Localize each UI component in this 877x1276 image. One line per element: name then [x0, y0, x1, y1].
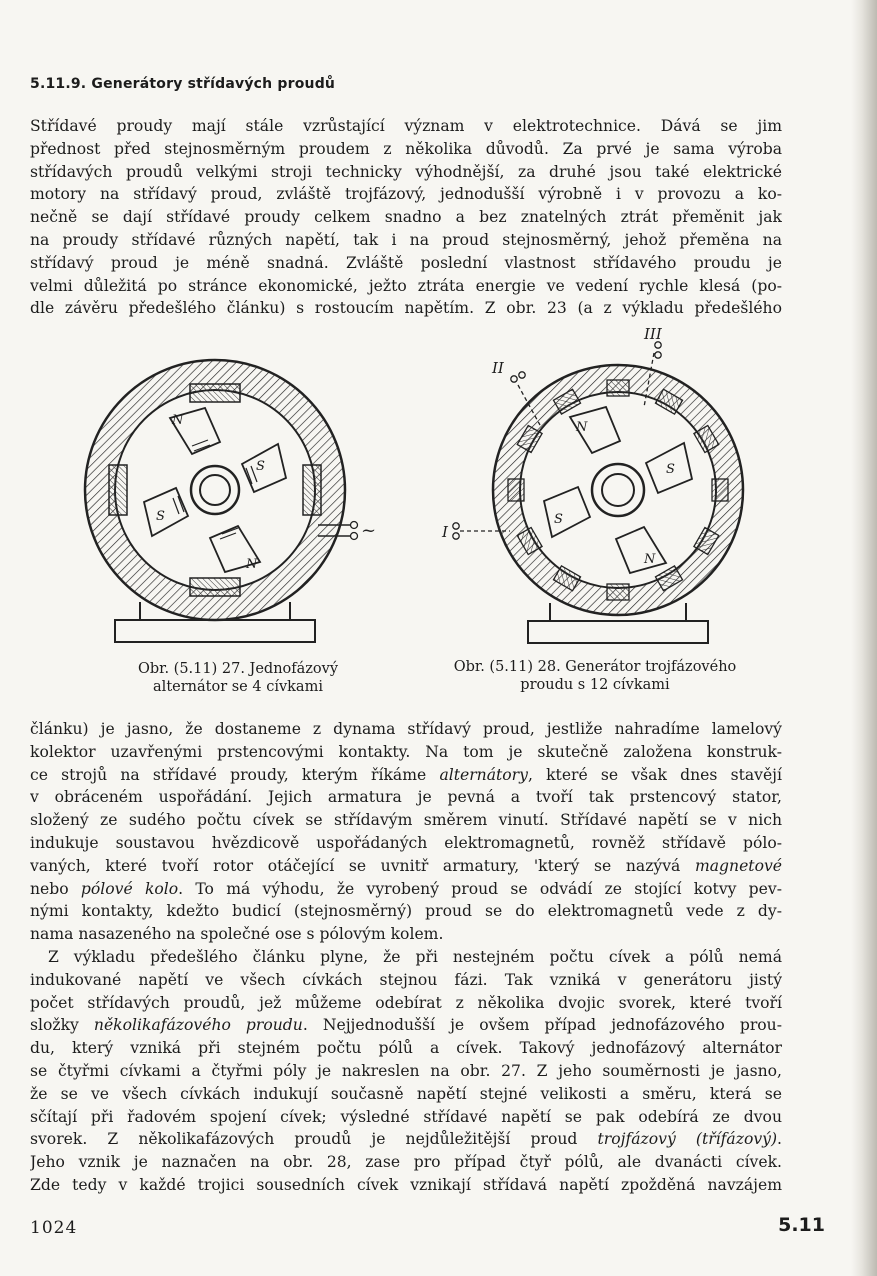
page-number: 1024: [30, 1218, 78, 1238]
section-heading: 5.11.9. Generátory střídavých proudů: [30, 76, 336, 92]
text-run: . To má výhodu, že vyrobený proud se odvádí ze stojící kotvy pev-: [178, 879, 782, 898]
text-run: nebo: [30, 879, 81, 898]
term-magnetove: magnetové: [694, 856, 782, 875]
section-number: 5.11: [778, 1214, 825, 1236]
phase-label-1: I: [442, 523, 448, 541]
text-run: složky: [30, 1016, 94, 1035]
text-line: článku) je jasno, že dostaneme z dynama střídavý proud, jestliže nahradíme lamelový: [30, 720, 782, 738]
text-run: , které se však dnes stavějí: [527, 765, 782, 784]
figure-27-caption: [78, 660, 398, 696]
text-run: . Nejjednodušší je ovšem případ jednofázového prou-: [302, 1016, 782, 1035]
phase-label-3: III: [644, 325, 662, 343]
phase-label-2: II: [492, 359, 504, 377]
caption-line: proudu s 12 cívkami: [520, 677, 670, 693]
text-line: se čtyřmi cívkami a čtyřmi póly je nakreslen na obr. 27. Z jeho souměrnosti je jasno,: [30, 1061, 782, 1080]
text-line: nama nasazeného na společné ose s pólovým kolem.: [30, 925, 444, 944]
text-run: .: [777, 1130, 782, 1149]
text-line: Z výkladu předešlého článku plyne, že při nestejném počtu cívek a pólů nemá: [48, 948, 782, 966]
text-line: [30, 764, 782, 787]
text-line: [30, 878, 782, 901]
figure-28-caption: [405, 658, 785, 694]
text-line: přednost před stejnosměrným proudem z několika důvodů. Za prvé je sama výroba: [30, 139, 782, 158]
figure-27-single-phase-alternator: [70, 350, 390, 650]
page-edge-shadow: [851, 0, 877, 1276]
text-line: [30, 1014, 782, 1037]
text-run: ce strojů na střídavé proudy, kterým říkáme: [30, 765, 440, 784]
caption-line: Obr. (5.11) 27. Jednofázový: [137, 661, 339, 677]
text-line: Střídavé proudy mají stále vzrůstající význam v elektrotechnice. Dává se jim: [30, 117, 782, 135]
text-line: složený ze sudého počtu cívek se střídavým směrem vinutí. Střídavé napětí se v nich: [30, 811, 782, 830]
text-line: počet střídavých proudů, jež můžeme odebírat z několika dvojic svorek, které tvoří: [30, 993, 782, 1012]
ac-terminal-symbol: ~: [361, 520, 377, 541]
figure-28-three-phase-generator: [430, 325, 760, 650]
pole-label: S: [554, 512, 563, 527]
pole-label: S: [156, 509, 165, 524]
text-line: že se ve všech cívkách indukují současně napětí stejné velikosti a směru, která se: [30, 1084, 782, 1103]
term-three-phase: trojfázový (třífázový): [597, 1130, 778, 1149]
term-alternators: alternátory: [439, 765, 528, 784]
pole-label: N: [576, 420, 588, 435]
pole-label: S: [256, 459, 265, 474]
text-line: velmi důležitá po stránce ekonomické, ježto ztráta energie ve vedení rychle klesá (po-: [30, 276, 782, 295]
term-polove-kolo: pólové kolo: [80, 879, 179, 898]
caption-line: alternátor se 4 cívkami: [153, 679, 323, 695]
paragraph-polyphase: [30, 946, 782, 1197]
text-line: du, který vzniká při stejném počtu pólů a cívek. Takový jednofázový alternátor: [30, 1039, 782, 1058]
text-line: Zde tedy v každé trojici sousedních cívek vznikají střídavá napětí zpožděná navzájem: [30, 1175, 782, 1194]
text-line: indukuje soustavou hvězdicově uspořádaných elektromagnetů, rovněž střídavě pólo-: [30, 833, 782, 852]
text-line: indukované napětí ve všech cívkách stejnou fázi. Tak vzniká v generátoru jistý: [30, 970, 782, 989]
pole-label: S: [666, 462, 675, 477]
text-line: střídavých proudů velkými stroji technicky výhodnější, za druhé jsou také elektrické: [30, 162, 782, 181]
pole-label: N: [246, 557, 258, 572]
caption-line: Obr. (5.11) 28. Generátor trojfázového: [453, 659, 737, 675]
pole-label: N: [644, 552, 656, 567]
term-polyphase-current: několikafázového proudu: [93, 1016, 303, 1035]
text-line: nečně se dají střídavé proudy celkem snadno a bez znatelných ztrát přeměnit jak: [30, 208, 782, 227]
text-line: na proudy střídavé různých napětí, tak i na proud stejnosměrný, jehož přeměna na: [30, 230, 782, 249]
text-line: střídavý proud je méně snadná. Zvláště poslední vlastnost střídavého proudu je: [30, 253, 782, 272]
pole-label: N: [172, 413, 184, 428]
text-run: svorek. Z několikafázových proudů je nejdůležitější proud: [30, 1130, 598, 1149]
text-line: v obráceném uspořádání. Jejich armatura je pevná a tvoří tak prstencový stator,: [30, 788, 782, 807]
text-line: dle závěru předešlého článku) s rostoucím napětím. Z obr. 23 (a z výkladu předešlého: [30, 299, 782, 318]
text-line: [30, 1128, 782, 1151]
text-run: vaných, které tvoří rotor otáčející se uvnitř armatury, 'který se nazývá: [30, 856, 695, 875]
text-line: sčítají při řadovém spojení cívek; výsledné střídavé napětí se pak odebírá ze dvou: [30, 1107, 782, 1126]
text-line: motory na střídavý proud, zvláště trojfázový, jednodušší výrobně i v provozu a ko-: [30, 185, 782, 204]
text-line: nými kontakty, kdežto budicí (stejnosměrný) proud se do elektromagnetů vede z dy-: [30, 902, 782, 921]
text-line: [30, 855, 782, 878]
text-line: kolektor uzavřenými prstencovými kontakty. Na tom je skutečně založena konstruk-: [30, 742, 782, 761]
text-line: Jeho vznik je naznačen na obr. 28, zase pro případ čtyř pólů, ale dvanácti cívek.: [30, 1153, 782, 1172]
paragraph-intro: [30, 115, 782, 320]
paragraph-alternators: [30, 718, 782, 946]
